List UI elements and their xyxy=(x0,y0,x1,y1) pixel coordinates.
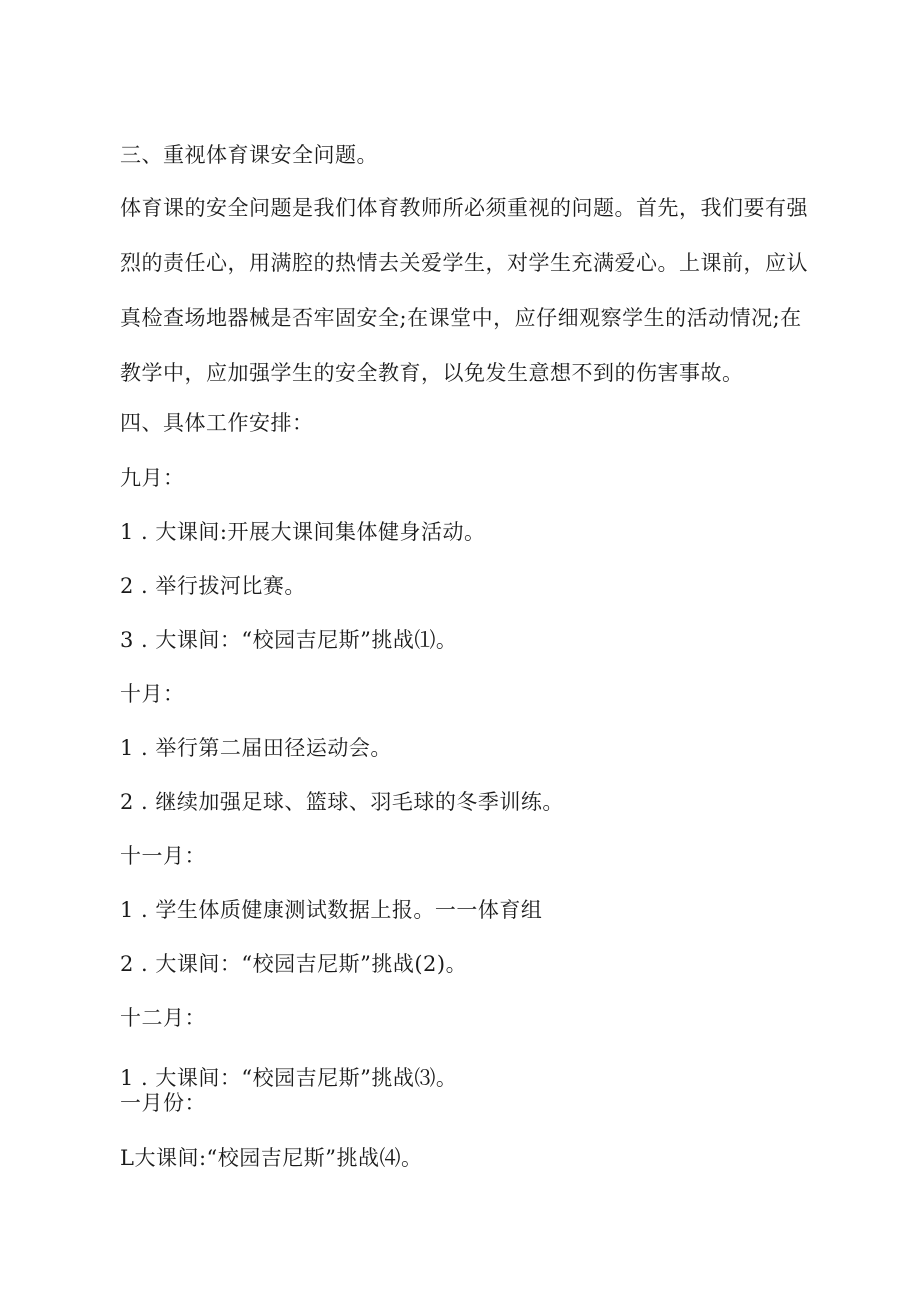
month-label-january: 一月份： xyxy=(120,1091,206,1115)
section-3-paragraph-text: 体育课的安全问题是我们体育教师所必须重视的问题。首先，我们要有强烈的责任心，用满腔的热情去关爱学生，对学生充满爱心。上课前，应认真检查场地器械是否牢固安全;在课堂中，应仔细观察学生的活动情况;在教学中，应加强学生的安全教育，以免发生意想不到的伤害事故。 xyxy=(120,196,808,385)
list-item: 3 . 大课间：“校园吉尼斯”挑战⑴。 xyxy=(120,628,458,652)
list-item: L大课间:“校园吉尼斯”挑战⑷。 xyxy=(120,1146,423,1170)
month-label-december: 十二月： xyxy=(120,1006,206,1030)
section-heading-4: 四、具体工作安排： xyxy=(120,411,314,435)
section-3-paragraph xyxy=(120,181,820,401)
list-item: 1 . 大课间：“校园吉尼斯”挑战⑶。 xyxy=(120,1066,458,1090)
list-item: 1 . 学生体质健康测试数据上报。一一体育组 xyxy=(120,898,543,922)
list-item: 1 . 大课间:开展大课间集体健身活动。 xyxy=(120,520,486,544)
list-item: 2 . 大课间：“校园吉尼斯”挑战(2)。 xyxy=(120,952,468,976)
month-label-november: 十一月： xyxy=(120,844,206,868)
month-label-october: 十月： xyxy=(120,682,185,706)
month-label-september: 九月： xyxy=(120,466,185,490)
list-item: 1 . 举行第二届田径运动会。 xyxy=(120,736,392,760)
list-item: 2 . 继续加强足球、篮球、羽毛球的冬季训练。 xyxy=(120,790,564,814)
list-item: 2 . 举行拔河比赛。 xyxy=(120,574,306,598)
section-heading-3: 三、重视体育课安全问题。 xyxy=(120,143,378,167)
